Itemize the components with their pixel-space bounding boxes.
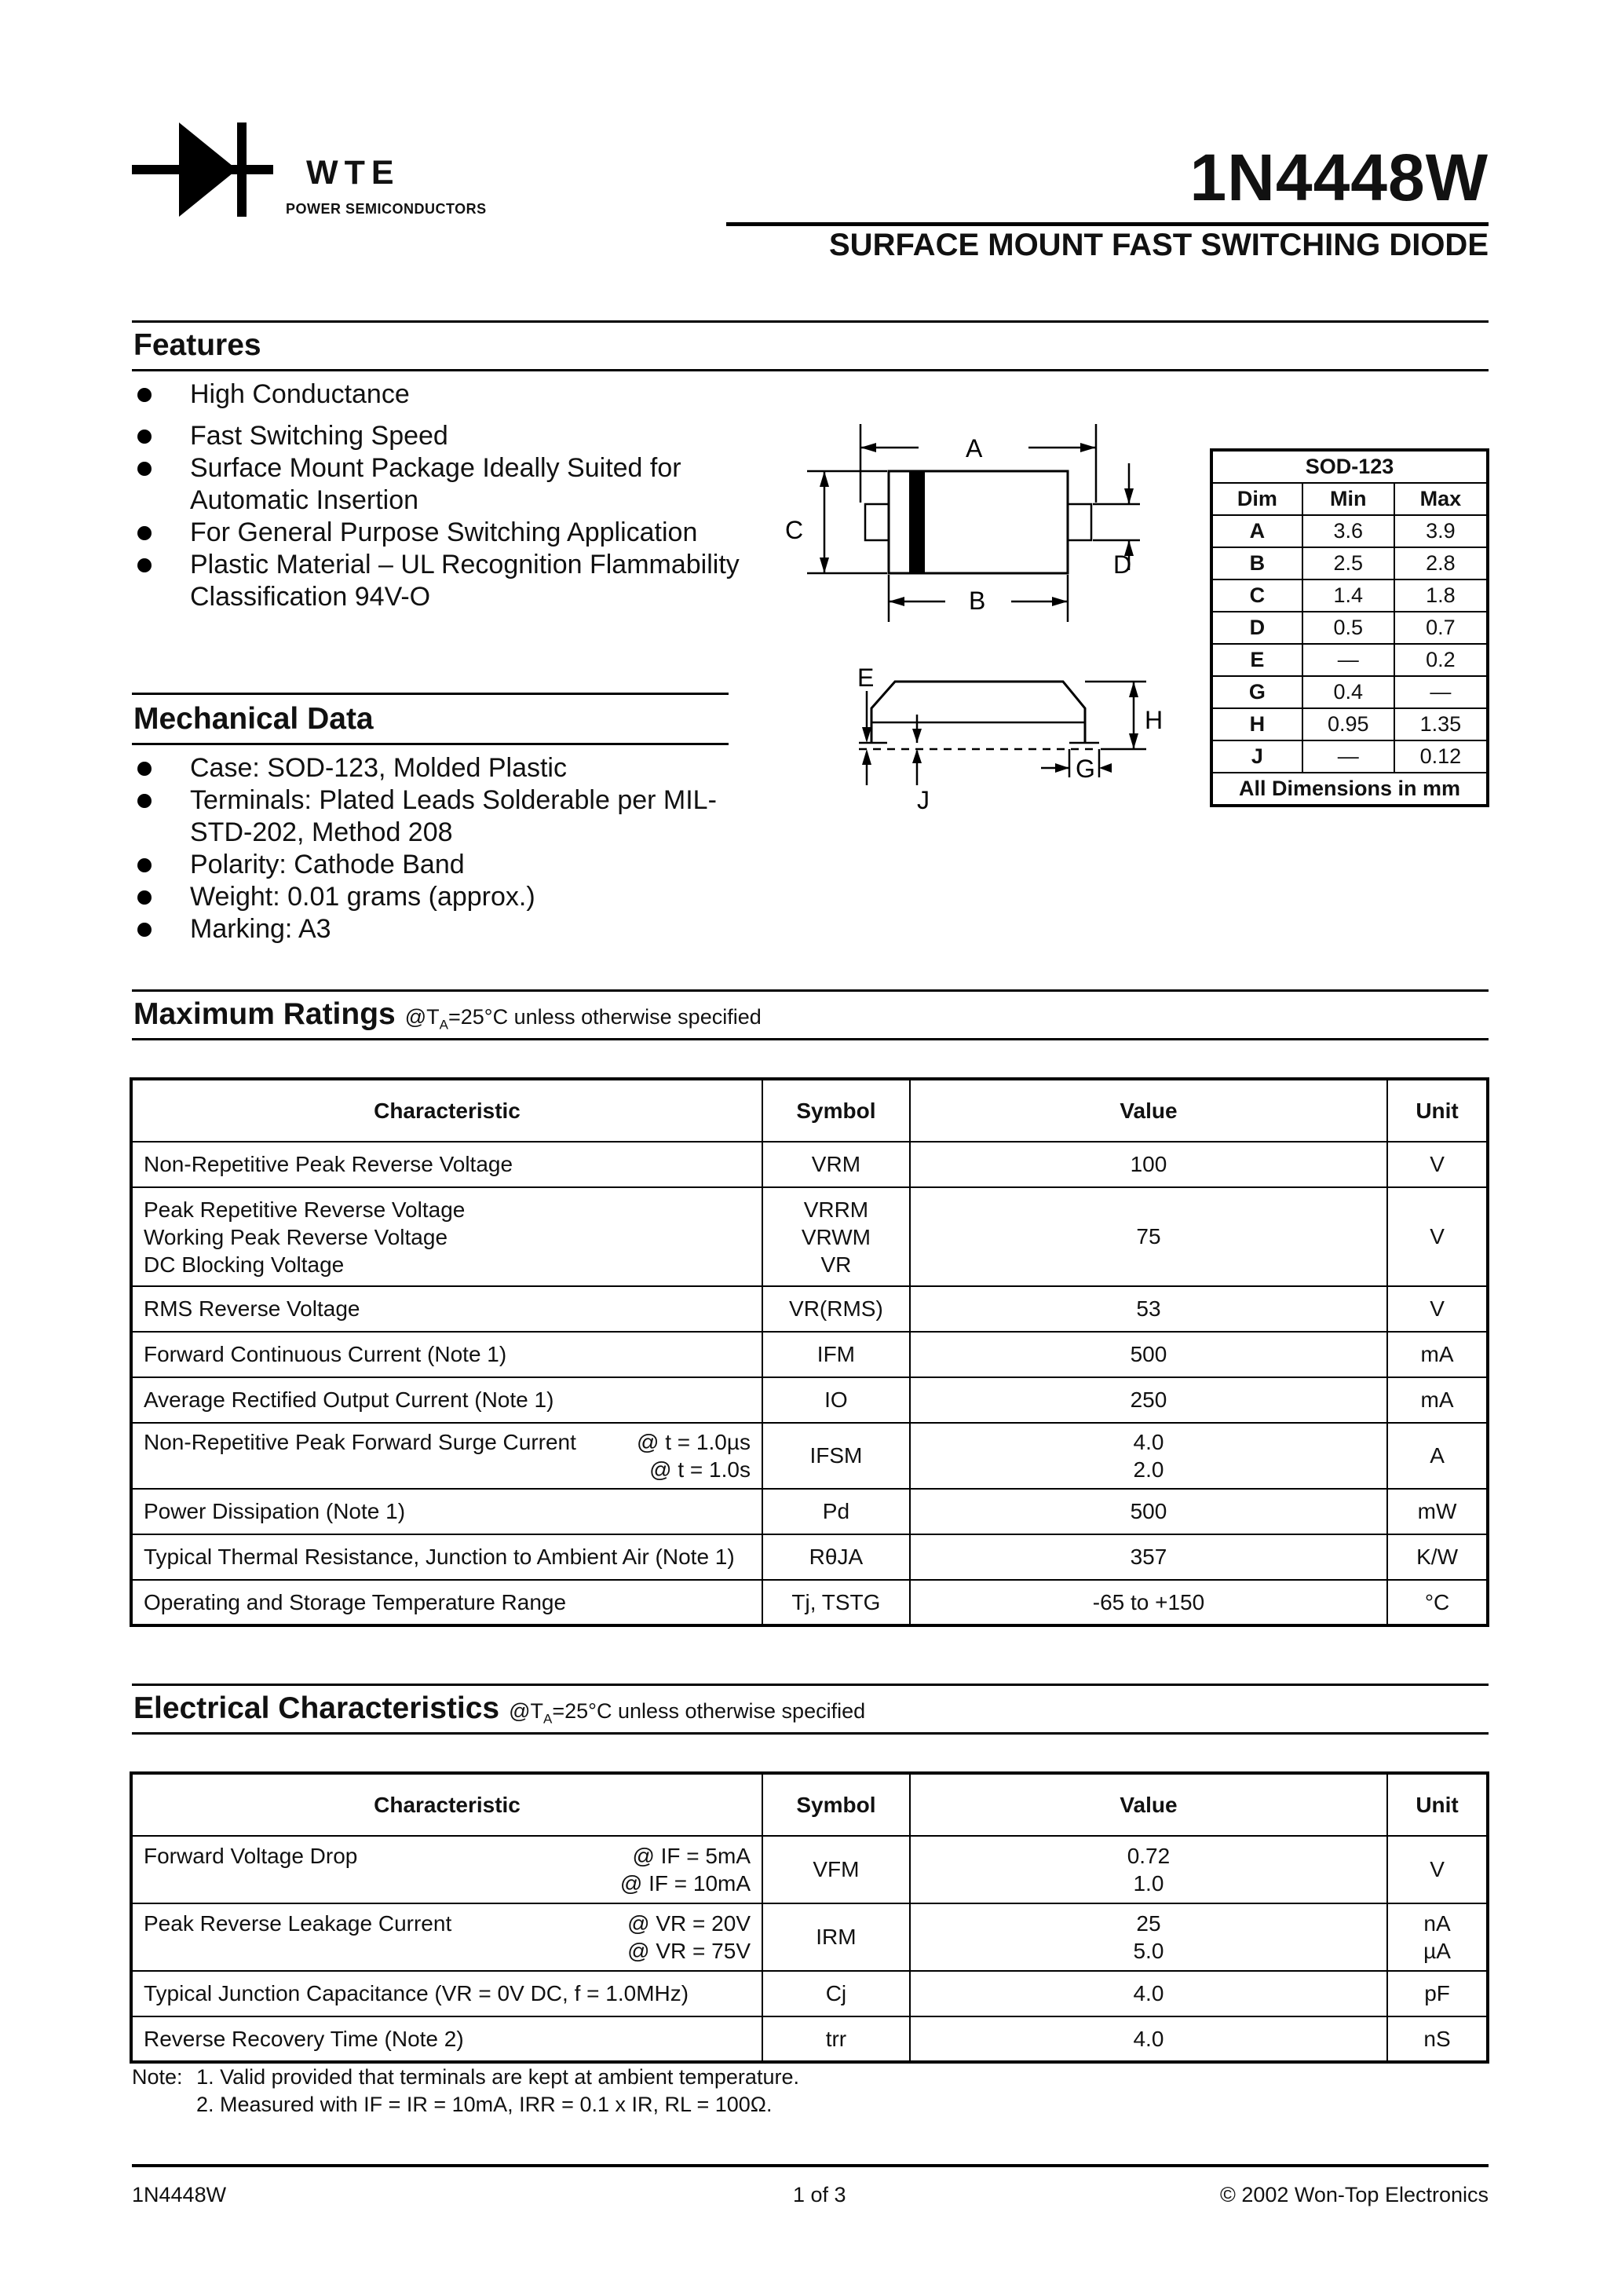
list-item: Weight: 0.01 grams (approx.) xyxy=(133,881,754,913)
wte-logo-icon xyxy=(132,122,273,217)
svg-text:G: G xyxy=(1076,755,1095,783)
table-row: H 0.95 1.35 xyxy=(1211,708,1488,740)
package-name: SOD-123 xyxy=(1211,450,1488,483)
bullet-icon xyxy=(137,430,152,444)
table-row: A 3.6 3.9 xyxy=(1211,515,1488,547)
bullet-icon xyxy=(137,890,152,905)
table-header: Value xyxy=(910,1079,1387,1142)
mechanical-list xyxy=(133,752,754,945)
table-row: RMS Reverse Voltage VR(RMS) 53 V xyxy=(131,1286,1488,1332)
table-header: Min xyxy=(1302,483,1394,515)
bullet-icon xyxy=(137,762,152,776)
list-item: Surface Mount Package Ideally Suited for Automatic Insertion xyxy=(133,452,777,517)
section-rule xyxy=(132,743,729,745)
table-header: Symbol xyxy=(762,1773,910,1836)
table-row: Power Dissipation (Note 1) Pd 500 mW xyxy=(131,1489,1488,1534)
page-number: 1 of 3 xyxy=(793,2183,846,2206)
svg-text:E: E xyxy=(857,664,875,692)
section-rule xyxy=(132,1038,1489,1040)
note-1: 1. Valid provided that terminals are kept at ambient temperature. xyxy=(196,2065,799,2089)
section-rule xyxy=(132,1684,1489,1686)
condition-note: $@T_A=25^\circ C$ unless otherwise specified xyxy=(509,1699,866,1727)
features-heading: Features xyxy=(133,328,261,362)
table-header: Symbol xyxy=(762,1079,910,1142)
copyright: © 2002 Won-Top Electronics xyxy=(1219,2183,1489,2206)
section-rule xyxy=(132,1732,1489,1735)
notes-label: Note: xyxy=(132,2065,183,2089)
table-row: E — 0.2 xyxy=(1211,644,1488,676)
table-row: C 1.4 1.8 xyxy=(1211,579,1488,612)
table-row: Peak Repetitive Reverse Voltage Working Peak Reverse Voltage DC Blocking Voltage VRRM VRWM VR 75 V xyxy=(131,1187,1488,1286)
table-row: Operating and Storage Temperature Range Tj, TSTG -65 to +150 °C xyxy=(131,1580,1488,1625)
table-row: Forward Voltage Drop @ IF = 5mA @ IF = 10mA VFM 0.72 1.0 V xyxy=(131,1836,1488,1903)
section-rule xyxy=(132,989,1489,992)
notes xyxy=(132,2064,799,2091)
svg-text:J: J xyxy=(917,786,930,814)
list-item: Marking: A3 xyxy=(133,913,754,945)
brand-tagline: POWER SEMICONDUCTORS xyxy=(286,201,487,217)
bullet-icon xyxy=(137,462,152,476)
table-header: Dim xyxy=(1211,483,1302,515)
table-row: J — 0.12 xyxy=(1211,740,1488,773)
dimensions-table xyxy=(1210,448,1489,807)
electrical-heading: Electrical Characteristics $@T_A=25^\circ C$ unless otherwise specified xyxy=(133,1691,866,1727)
table-row: Forward Continuous Current (Note 1) IFM 500 mA xyxy=(131,1332,1488,1377)
list-item: Fast Switching Speed xyxy=(133,420,777,452)
list-item: Case: SOD-123, Molded Plastic xyxy=(133,752,754,784)
table-row: G 0.4 — xyxy=(1211,676,1488,708)
section-rule xyxy=(132,320,1489,323)
features-list xyxy=(133,378,777,613)
title-divider xyxy=(726,222,1489,226)
table-row: D 0.5 0.7 xyxy=(1211,612,1488,644)
bullet-icon xyxy=(137,526,152,540)
bullet-icon xyxy=(137,558,152,572)
table-header: Unit xyxy=(1387,1079,1488,1142)
footer-rule xyxy=(132,2164,1489,2167)
bullet-icon xyxy=(137,858,152,872)
bullet-icon xyxy=(137,388,152,402)
bullet-icon xyxy=(137,923,152,937)
table-row: B 2.5 2.8 xyxy=(1211,547,1488,579)
section-rule xyxy=(132,369,1489,371)
table-row: Typical Thermal Resistance, Junction to Ambient Air (Note 1) RθJA 357 K/W xyxy=(131,1534,1488,1580)
table-row: Peak Reverse Leakage Current @ VR = 20V @ VR = 75V IRM 25 5.0 nA µA xyxy=(131,1903,1488,1971)
table-header: Characteristic xyxy=(131,1773,762,1836)
svg-text:B: B xyxy=(969,587,986,615)
list-item: For General Purpose Switching Application xyxy=(133,517,777,549)
part-number: 1N4448W xyxy=(1189,141,1489,214)
svg-text:H: H xyxy=(1145,706,1164,734)
list-item: Plastic Material – UL Recognition Flammability Classification 94V-O xyxy=(133,549,777,613)
brand-name: WTE xyxy=(306,154,400,192)
table-row: Non-Repetitive Peak Forward Surge Current @ t = 1.0µs @ t = 1.0s IFSM 4.0 2.0 A xyxy=(131,1423,1488,1489)
svg-text:D: D xyxy=(1113,550,1132,579)
max-ratings-heading: Maximum Ratings $@T_A=25^\circ C$ unless otherwise specified xyxy=(133,997,762,1033)
list-item: Polarity: Cathode Band xyxy=(133,849,754,881)
section-rule xyxy=(132,693,729,695)
table-header: Value xyxy=(910,1773,1387,1836)
dimensions-footer: All Dimensions in mm xyxy=(1211,773,1488,806)
table-row: Average Rectified Output Current (Note 1) IO 250 mA xyxy=(131,1377,1488,1423)
mechanical-heading: Mechanical Data xyxy=(133,702,374,736)
bullet-icon xyxy=(137,794,152,808)
svg-text:A: A xyxy=(966,434,983,462)
table-header: Characteristic xyxy=(131,1079,762,1142)
page-title: SURFACE MOUNT FAST SWITCHING DIODE xyxy=(829,228,1489,262)
svg-text:C: C xyxy=(785,516,804,544)
list-item: High Conductance xyxy=(133,378,777,411)
electrical-table xyxy=(130,1771,1489,2064)
list-item: Terminals: Plated Leads Solderable per MIL-STD-202, Method 208 xyxy=(133,784,754,849)
table-header: Max xyxy=(1394,483,1488,515)
table-row: Reverse Recovery Time (Note 2) trr 4.0 nS xyxy=(131,2016,1488,2062)
table-header: Unit xyxy=(1387,1773,1488,1836)
note-2: 2. Measured with IF = IR = 10mA, IRR = 0.1 x IR, RL = 100Ω. xyxy=(196,2093,773,2116)
max-ratings-table xyxy=(130,1077,1489,1627)
condition-note: $@T_A=25^\circ C$ unless otherwise specified xyxy=(404,1005,762,1033)
footer-part-number: 1N4448W xyxy=(132,2183,227,2206)
table-row: Non-Repetitive Peak Reverse Voltage VRM 100 V xyxy=(131,1142,1488,1187)
table-row: Typical Junction Capacitance (VR = 0V DC, f = 1.0MHz) Cj 4.0 pF xyxy=(131,1971,1488,2016)
package-outline-drawing xyxy=(777,416,1185,824)
